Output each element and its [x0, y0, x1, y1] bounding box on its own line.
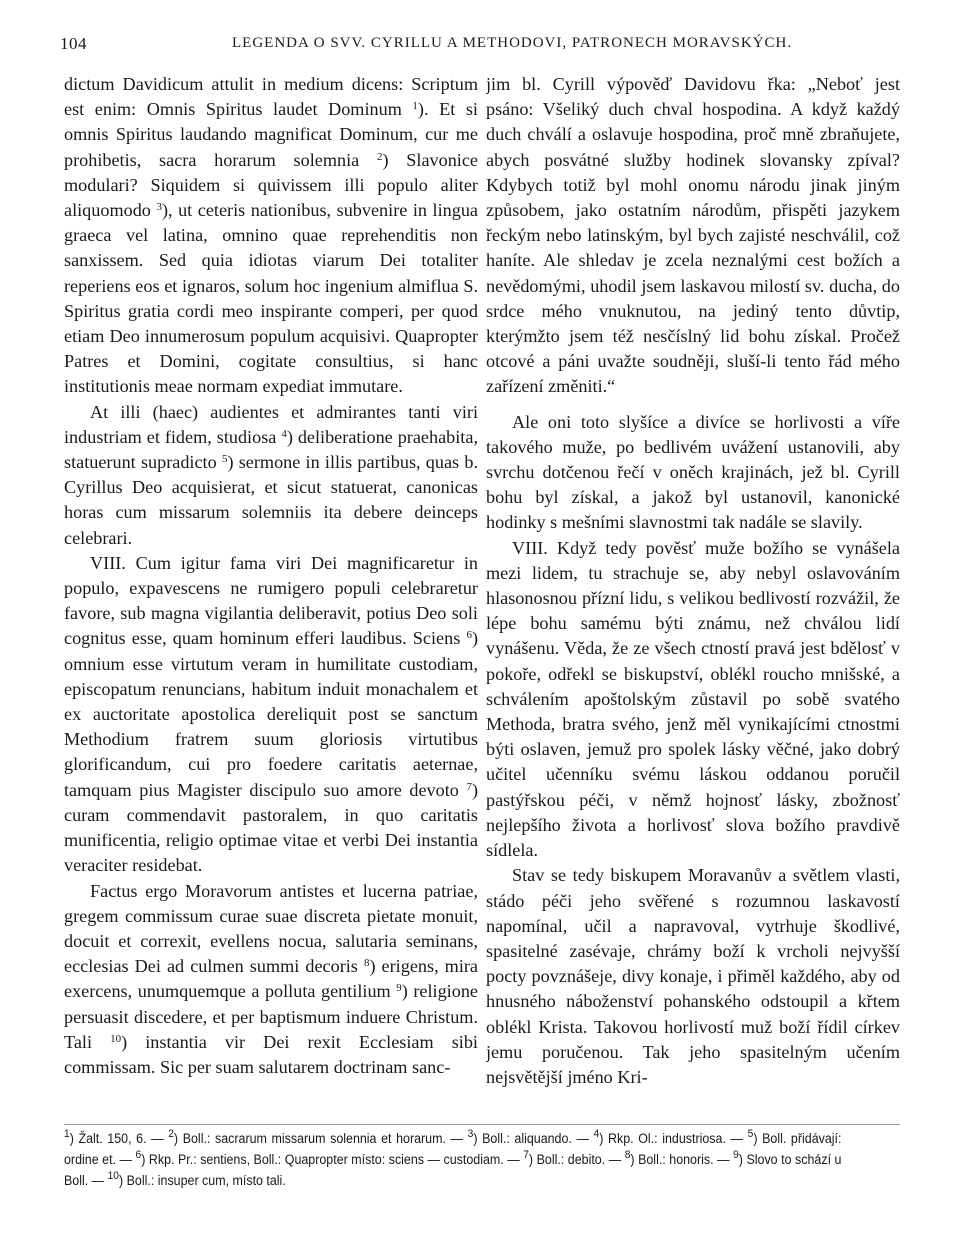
- footnote: $^7$) Boll.: debito. —: [523, 1149, 625, 1167]
- page-header: [60, 34, 900, 56]
- footnote: $^8$) Boll.: honoris. —: [624, 1149, 734, 1167]
- footnote: $^9$) Slovo to schází u Boll. —: [64, 1149, 842, 1188]
- latin-paragraph: VIII. Cum igitur fama viri Dei magnificaretur in populo, expavescens ne rumigero populi celebraretur favore, sub magna vigilantia deliberavit, potius Deo soli cognitus esse, quam hominum efferi laudibus. Sciens $^6$) omnium esse virtutum veram in humilitate custodiam, episcopatum renuncians, habitum induit monachalem et ex auctoritate apostolica dereliquit post se sanctum Methodium fratrem suum gloriosis virtutibus glorificandum, cui pro foedere caritatis aeternae, tamquam pius Magister discipulo suo amore devoto $^7$) curam commendavit pastoralem, in quo caritatis munificentia, religio optimae vitae et verbi Dei instantia veraciter residebat.: [64, 552, 478, 876]
- latin-column: [64, 72, 478, 1112]
- running-title: LEGENDA O SVV. CYRILLU A METHODOVI, PATRONECH MORAVSKÝCH.: [232, 35, 793, 51]
- footnote: $^3$) Boll.: aliquando. —: [467, 1128, 594, 1146]
- footnote: $^5$) Boll. přidávají: ordine et. —: [64, 1128, 842, 1167]
- footnote: $^2$) Boll.: sacrarum missarum solennia et horarum. —: [168, 1128, 468, 1146]
- footnote: $^6$) Rkp. Pr.: sentiens, Boll.: Quapropter místo: sciens — custodiam. —: [135, 1149, 524, 1167]
- footnotes: [64, 1128, 841, 1228]
- footnote: $^{10}$) Boll.: insuper cum, místo tali.: [107, 1170, 286, 1188]
- czech-paragraph: Stav se tedy biskupem Moravanův a světlem vlasti, stádo péči jeho svěřené s rozumnou laskavostí napomínal, učil a napravoval, vytrhuje škodlivé, spasitelné zasévaje, chrámy boží k vrcholi nejvyšší pocty povznášeje, divy konaje, i přiměl každého, aby od hnusného náboženství pohanského odstoupil a křtem oblékl Krista. Takovou horlivostí muž boží řídil církev jemu poručenou. Tak jeho spasitelným učením nejsvětější jméno Kri-: [486, 865, 900, 1087]
- czech-paragraph: Ale oni toto slyšíce a divíce se horlivosti a víře takového muže, po bedlivém uvážení ustanovili, aby svrchu dotčenou řečí v oněch krajinách, jež bl. Cyrill bohu byl získal, a jakož byl ustanovil, kanonické hodinky s mešními slavnostmi tak nadále se slavily.: [486, 411, 900, 533]
- footnote: $^4$) Rkp. Ol.: industriosa. —: [593, 1128, 748, 1146]
- page-number: 104: [60, 34, 87, 53]
- latin-paragraph: dictum Davidicum attulit in medium dicens: Scriptum est enim: Omnis Spiritus laudet Dominum $^1$). Et si omnis Spiritus laudando magnificat Dominum, cur me prohibetis, sacra horarum solemnia $^2$) Slavonice modulari? Siquidem si quivissem illi populo aliter aliquomodo $^3$), ut ceteris nationibus, subvenire in lingua graeca vel latina, omnino quae reprehenditis non sanxissem. Sed quia idiotas viarum Dei totaliter reperiens eos et ignaros, solum hoc ingenium almiflua S. Spiritus gratia cordi meo inspirante comperi, per quod etiam Deo innumerosum populum acquisivi. Quapropter Patres et Domini, cogitate consultius, si hanc institutionis meae normam expediat immutare.: [64, 74, 478, 397]
- latin-paragraph: Factus ergo Moravorum antistes et lucerna patriae, gregem commissum curae suae discreta pietate monuit, docuit et correxit, evellens nocua, salutaria seminans, ecclesias Dei ad culmen summi decoris $^8$) erigens, mira exercens, unumquemque a polluta gentilium $^9$) religione persuasit discedere, et per baptismum induere Christum. Tali $^{10}$) instantia vir Dei rexit Ecclesiam sibi commissam. Sic per suam salutarem doctrinam sanc-: [64, 880, 478, 1077]
- footnote-divider: [64, 1124, 900, 1125]
- footnote: $^1$) Žalt. 150, 6. —: [64, 1128, 169, 1146]
- czech-column: [486, 72, 900, 1112]
- czech-paragraph: VIII. Když tedy pověsť muže božího se vynášela mezi lidem, tu strachuje se, aby nebyl oslavováním hlasonosnou přízní lidu, s velikou bedlivostí rozvážil, že lépe bohu samému býti známu, než chválou lidí vynášenu. Věda, že ze všech ctností pravá jest bdělosť v pokoře, odřekl se biskupství, oblékl roucho mnišské, a schválením apoštolským zůstavil po sobě svatého Methoda, bratra svého, jenž měl vynikajícími ctnostmi býti oslaven, jemuž pro spolek lásky věčné, jako dobrý učitel učenníku svému láskou oddanou poručil pastýřskou péči, v němž hojnosť lásky, zbožnosť nejlepšího života a horlivosť slova božího pravdivě sídlela.: [486, 537, 900, 861]
- czech-paragraph: jim bl. Cyrill výpověď Davidovu řka: „Neboť jest psáno: Všeliký duch chval hospodina. A když každý duch chválí a oslavuje hospodina, proč mně zbraňujete, abych posvátné služby hodinek slovansky zpíval? Kdybych totiž byl mohl onomu národu jinak jiným způsobem, jako ostatním národům, přispěti jazykem řeckým nebo latinským, byl bych zajisté neschválil, což haníte. Ale shledav je zcela neznalými cest božích a nevědomými, uhodil jsem laskavou milostí sv. ducha, do srdce mého vnuknutou, na jediný tento důvtip, kterýmžto jsem též nesčíslný lid bohu získal. Pročež otcové a páni uvažte soudněji, sluší-li tento řád mého zařízení změniti.“: [486, 74, 900, 397]
- latin-paragraph: At illi (haec) audientes et admirantes tanti viri industriam et fidem, studiosa $^4$) deliberatione praehabita, statuerunt supradicto $^5$) sermone in illis partibus, quas b. Cyrillus Deo acquisierat, et sicut statuerat, canonicas horas cum missarum solemniis ita debere deinceps celebrari.: [64, 401, 478, 548]
